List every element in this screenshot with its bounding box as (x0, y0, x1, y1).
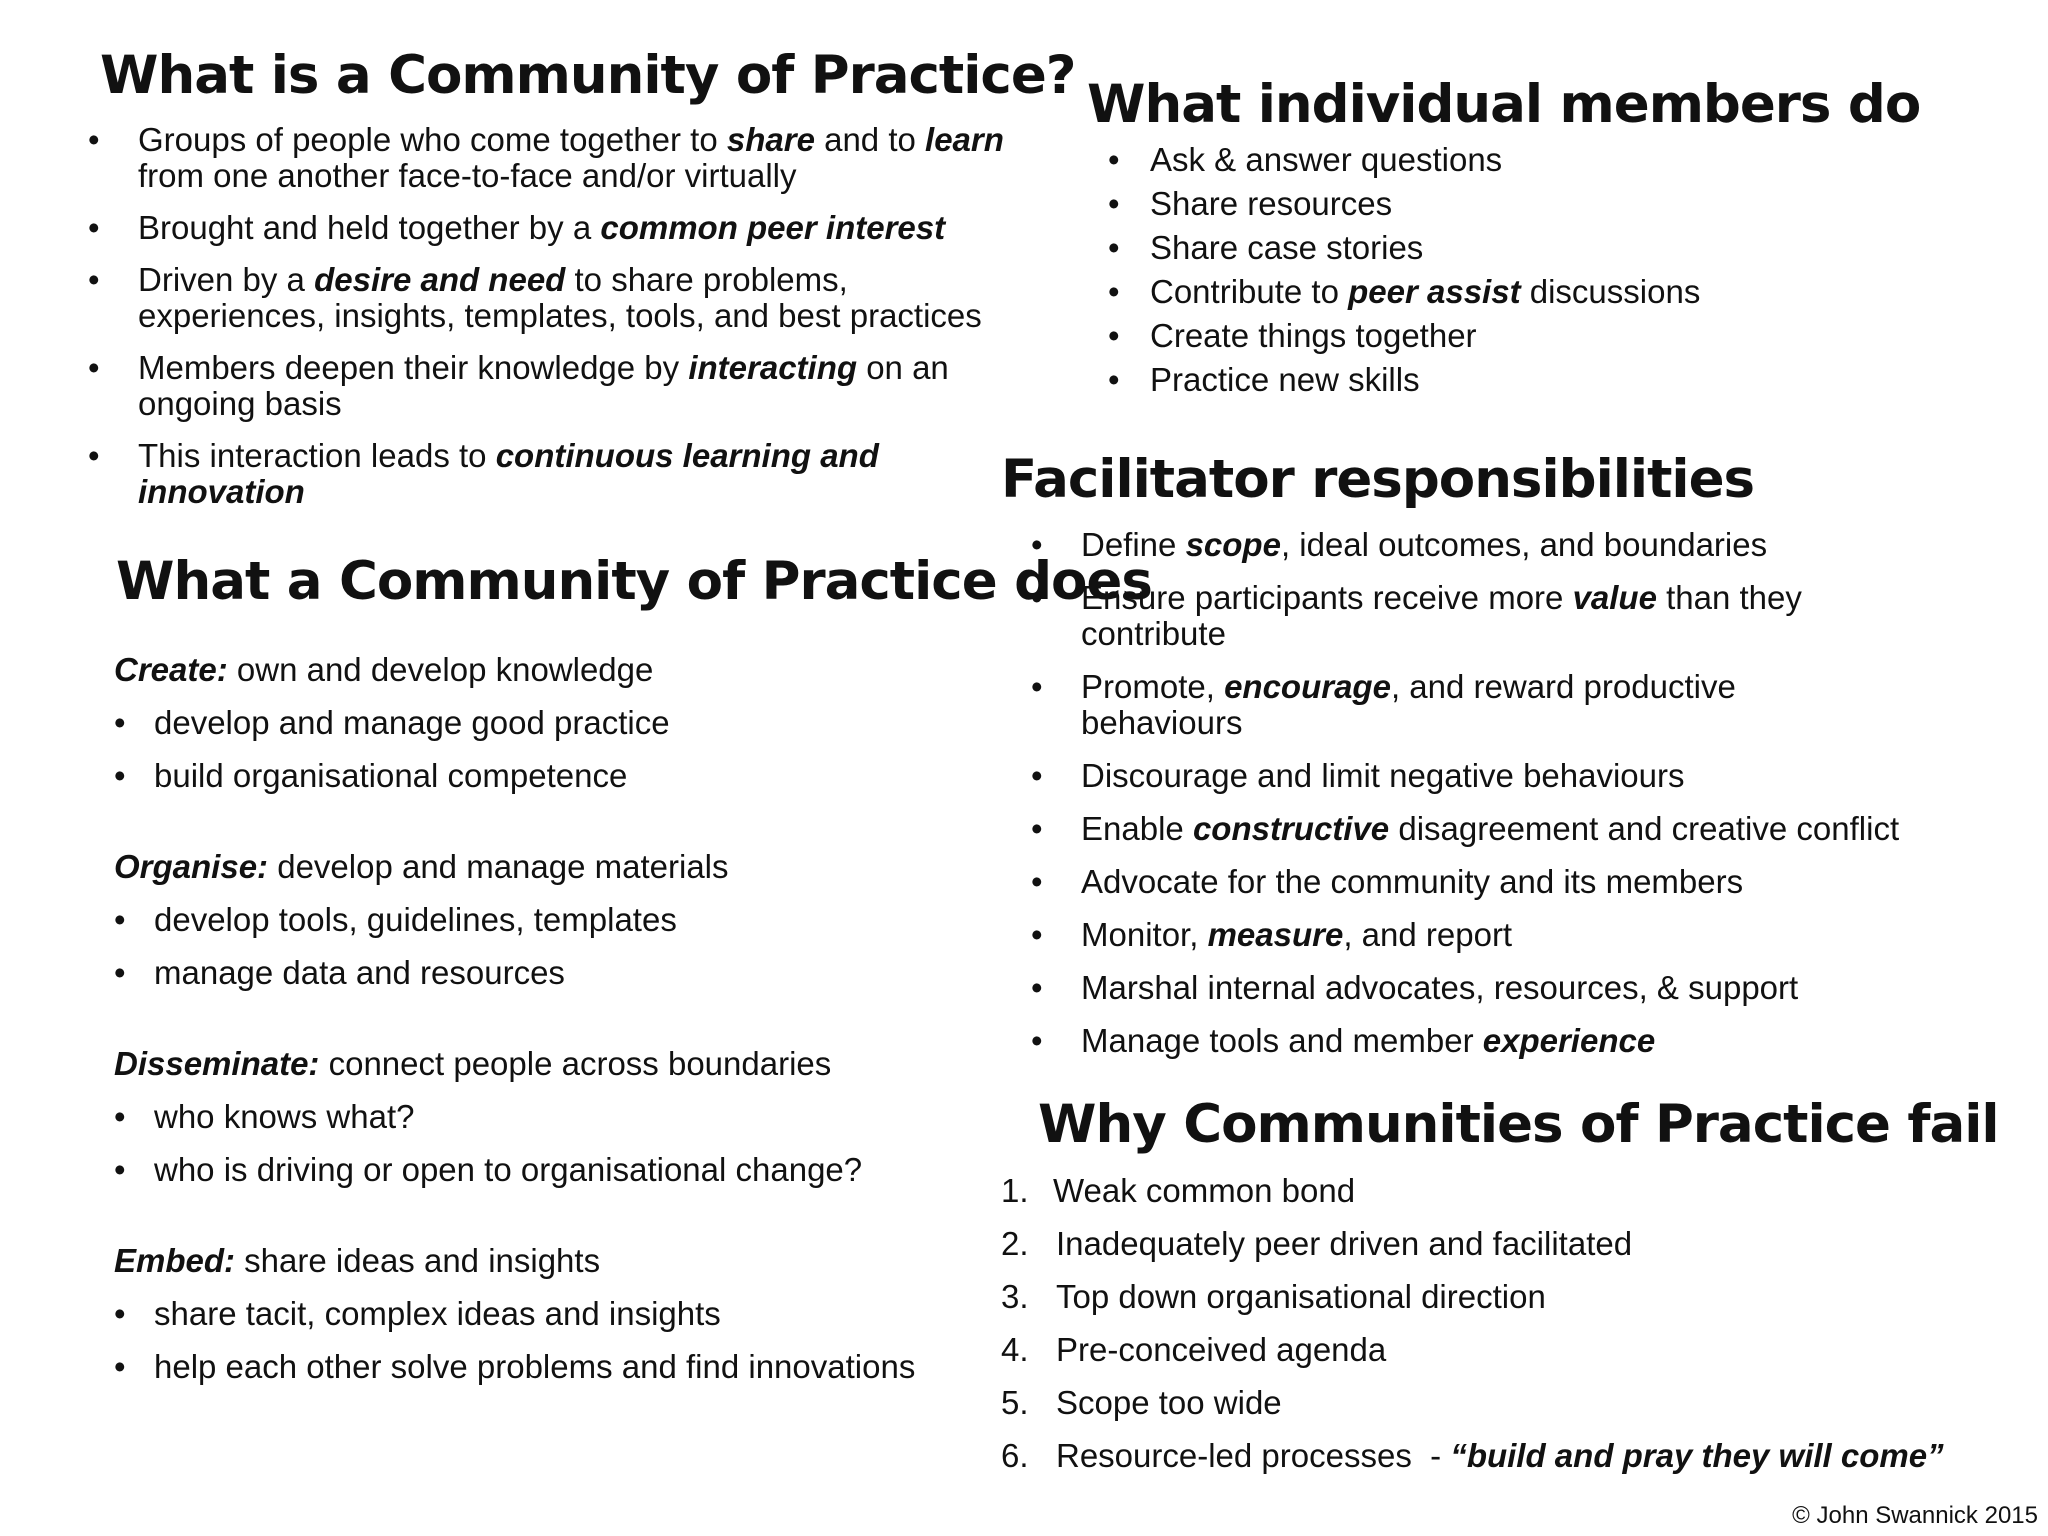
cop-title: What is a Community of Practice? (100, 45, 1076, 106)
embed-list (114, 1296, 915, 1385)
does-title: What a Community of Practice does (116, 551, 1152, 612)
list-item: • Driven by a desire and need to share problems, experiences, insights, templates, tools, and best practices (88, 262, 1048, 334)
list-item: • Advocate for the community and its members (1031, 864, 2031, 900)
list-item: • Create things together (1108, 318, 1700, 354)
list-item: • Monitor, measure, and report (1031, 917, 2031, 953)
organise-heading: Organise: develop and manage materials (114, 848, 729, 885)
list-item: • Share resources (1108, 186, 1700, 222)
create-list (114, 705, 670, 794)
list-item: • Marshal internal advocates, resources, & support (1031, 970, 2031, 1006)
list-item: • Practice new skills (1108, 362, 1700, 398)
list-item: • manage data and resources (114, 955, 677, 991)
list-item: • Members deepen their knowledge by interacting on an ongoing basis (88, 350, 1048, 422)
cop-list (88, 122, 1048, 510)
list-item: • Manage tools and member experience (1031, 1023, 2031, 1059)
list-item: • Ask & answer questions (1108, 142, 1700, 178)
disseminate-list (114, 1099, 862, 1188)
list-item: • This interaction leads to continuous learning and innovation (88, 438, 1048, 510)
members-list (1108, 142, 1700, 398)
fail-title: Why Communities of Practice fail (1038, 1094, 1999, 1155)
facilitator-list (1031, 527, 2031, 1059)
list-item: • Ensure participants receive more value than they contribute (1031, 580, 2031, 652)
list-item: • Brought and held together by a common peer interest (88, 210, 1048, 246)
copyright: © John Swannick 2015 (1792, 1502, 2038, 1529)
list-item: 2. Inadequately peer driven and facilitated (1001, 1225, 1633, 1262)
members-title: What individual members do (1087, 74, 1921, 135)
list-item: • Share case stories (1108, 230, 1700, 266)
list-item: • who is driving or open to organisational change? (114, 1152, 862, 1188)
disseminate-heading: Disseminate: connect people across boundaries (114, 1045, 832, 1082)
create-heading: Create: own and develop knowledge (114, 651, 654, 688)
list-item: 4. Pre-conceived agenda (1001, 1331, 1387, 1368)
organise-list (114, 902, 677, 991)
list-item: • develop tools, guidelines, templates (114, 902, 677, 938)
list-item: • Discourage and limit negative behaviours (1031, 758, 2031, 794)
embed-heading: Embed: share ideas and insights (114, 1242, 601, 1279)
list-item: • Contribute to peer assist discussions (1108, 274, 1700, 310)
list-item: • Define scope, ideal outcomes, and boundaries (1031, 527, 2031, 563)
list-item: 5. Scope too wide (1001, 1384, 1282, 1421)
list-item: • share tacit, complex ideas and insights (114, 1296, 915, 1332)
list-item: • help each other solve problems and find innovations (114, 1349, 915, 1385)
list-item: • Groups of people who come together to share and to learn from one another face-to-face and/or virtually (88, 122, 1048, 194)
list-item: • Promote, encourage, and reward productive behaviours (1031, 669, 2031, 741)
list-item: • build organisational competence (114, 758, 670, 794)
fail-list (1001, 1173, 1944, 1474)
list-item: 3. Top down organisational direction (1001, 1278, 1546, 1315)
list-item: • who knows what? (114, 1099, 862, 1135)
list-item: 1. Weak common bond (1001, 1172, 1356, 1209)
list-item: • Enable constructive disagreement and creative conflict (1031, 811, 2031, 847)
facilitator-title: Facilitator responsibilities (1001, 449, 1755, 510)
list-item: 6. Resource-led processes - “build and pray they will come” (1001, 1437, 1944, 1474)
list-item: • develop and manage good practice (114, 705, 670, 741)
